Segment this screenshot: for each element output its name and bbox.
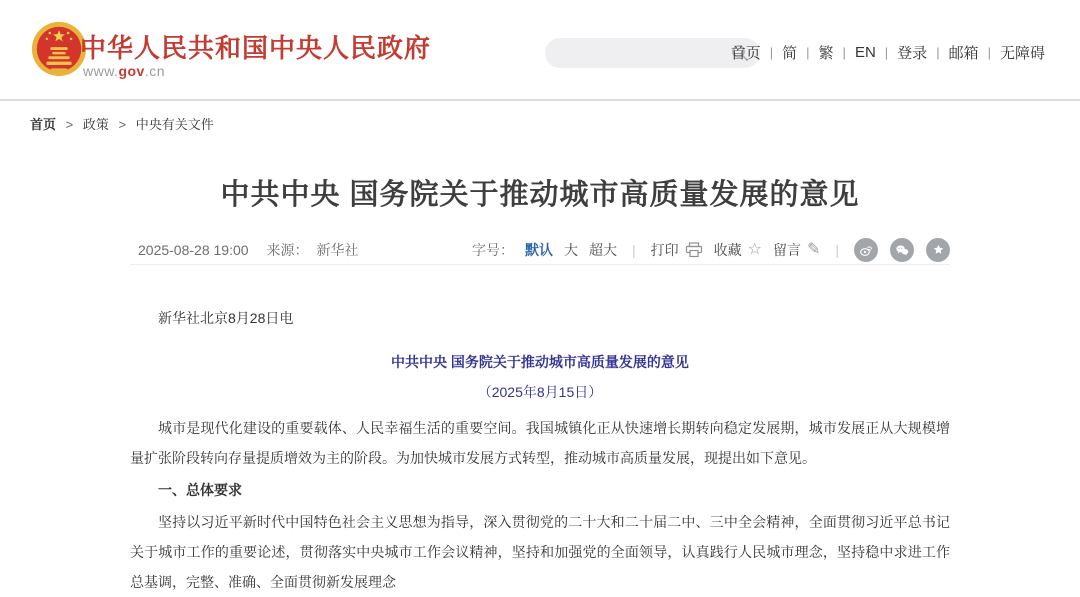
nav-divider: |: [936, 45, 940, 60]
top-nav: [722, 42, 1054, 63]
nav-accessibility[interactable]: 无障碍: [999, 45, 1045, 62]
intro-paragraph: 城市是现代化建设的重要载体、人民幸福生活的重要空间。我国城镇化正从快速增长期转向稳定发展期，城市发展正从大规模增量扩张阶段转向存量提质增效为主的阶段。为加快城市发展方式转型，推动城市高质量发展，现提出如下意见。: [130, 420, 950, 466]
site-header: [0, 0, 1080, 99]
nav-divider: |: [806, 45, 810, 60]
nav-english[interactable]: EN: [854, 44, 876, 61]
breadcrumb-separator: >: [118, 117, 127, 132]
wechat-share-button[interactable]: [890, 238, 914, 262]
qzone-share-button[interactable]: [926, 238, 950, 262]
document-date: （2025年8月15日）: [477, 384, 603, 400]
favorite-button[interactable]: 收藏 ☆: [713, 240, 762, 258]
weibo-share-button[interactable]: [854, 238, 878, 262]
article-body: [130, 303, 950, 597]
dateline: 新华社北京8月28日电: [158, 310, 294, 326]
weibo-icon: [858, 242, 874, 258]
nav-divider: |: [987, 45, 991, 60]
printer-icon: [685, 242, 703, 258]
fontsize-default-button[interactable]: 默认: [524, 241, 553, 258]
meta-toolbar: [472, 238, 950, 262]
print-button[interactable]: 打印: [651, 240, 703, 260]
section-heading: 一、总体要求: [158, 482, 242, 498]
breadcrumb: [0, 101, 1080, 141]
fontsize-large-button[interactable]: 大: [563, 241, 578, 258]
breadcrumb-current: 中央有关文件: [135, 117, 214, 132]
document-title: 中共中央 国务院关于推动城市高质量发展的意见: [391, 354, 689, 370]
publish-datetime: 2025-08-28 19:00: [138, 241, 249, 258]
wechat-icon: [894, 242, 910, 258]
nav-home[interactable]: 首页: [730, 45, 761, 62]
toolbar-divider: |: [631, 241, 636, 258]
nav-simplified[interactable]: 简: [782, 45, 798, 62]
fontsize-xlarge-button[interactable]: 超大: [588, 241, 617, 258]
qzone-star-icon: [931, 242, 946, 257]
source-label: 来源：: [266, 241, 309, 258]
nav-traditional[interactable]: 繁: [818, 45, 834, 62]
breadcrumb-separator: >: [65, 117, 74, 132]
source-value: 新华社: [316, 241, 359, 258]
nav-divider: |: [842, 45, 846, 60]
nav-mail[interactable]: 邮箱: [948, 45, 979, 62]
nav-divider: |: [769, 45, 774, 60]
fontsize-label: 字号：: [471, 241, 514, 258]
nav-divider: |: [884, 45, 889, 60]
nav-login[interactable]: 登录: [897, 45, 928, 62]
breadcrumb-home[interactable]: 首页: [30, 117, 57, 132]
comment-button[interactable]: 留言 ✎: [772, 240, 821, 258]
meta-left: [130, 240, 359, 260]
article-meta-bar: [130, 235, 950, 265]
page-title: 中共中央 国务院关于推动城市高质量发展的意见: [220, 179, 860, 211]
pencil-icon: ✎: [806, 240, 821, 258]
site-url: www.gov.cn: [83, 63, 166, 79]
toolbar-divider: |: [835, 241, 839, 258]
breadcrumb-policy[interactable]: 政策: [82, 117, 109, 132]
article: [130, 175, 950, 597]
star-icon: ☆: [747, 240, 762, 258]
site-title: 中华人民共和国中央人民政府: [80, 33, 432, 63]
section-paragraph: 坚持以习近平新时代中国特色社会主义思想为指导，深入贯彻党的二十大和二十届二中、三中全会精神，全面贯彻习近平总书记关于城市工作的重要论述，贯彻落实中央城市工作会议精神，坚持和加强党的全面领导，认真践行人民城市理念，坚持稳中求进工作总基调，完整、准确、全面贯彻新发展理念: [130, 514, 950, 590]
